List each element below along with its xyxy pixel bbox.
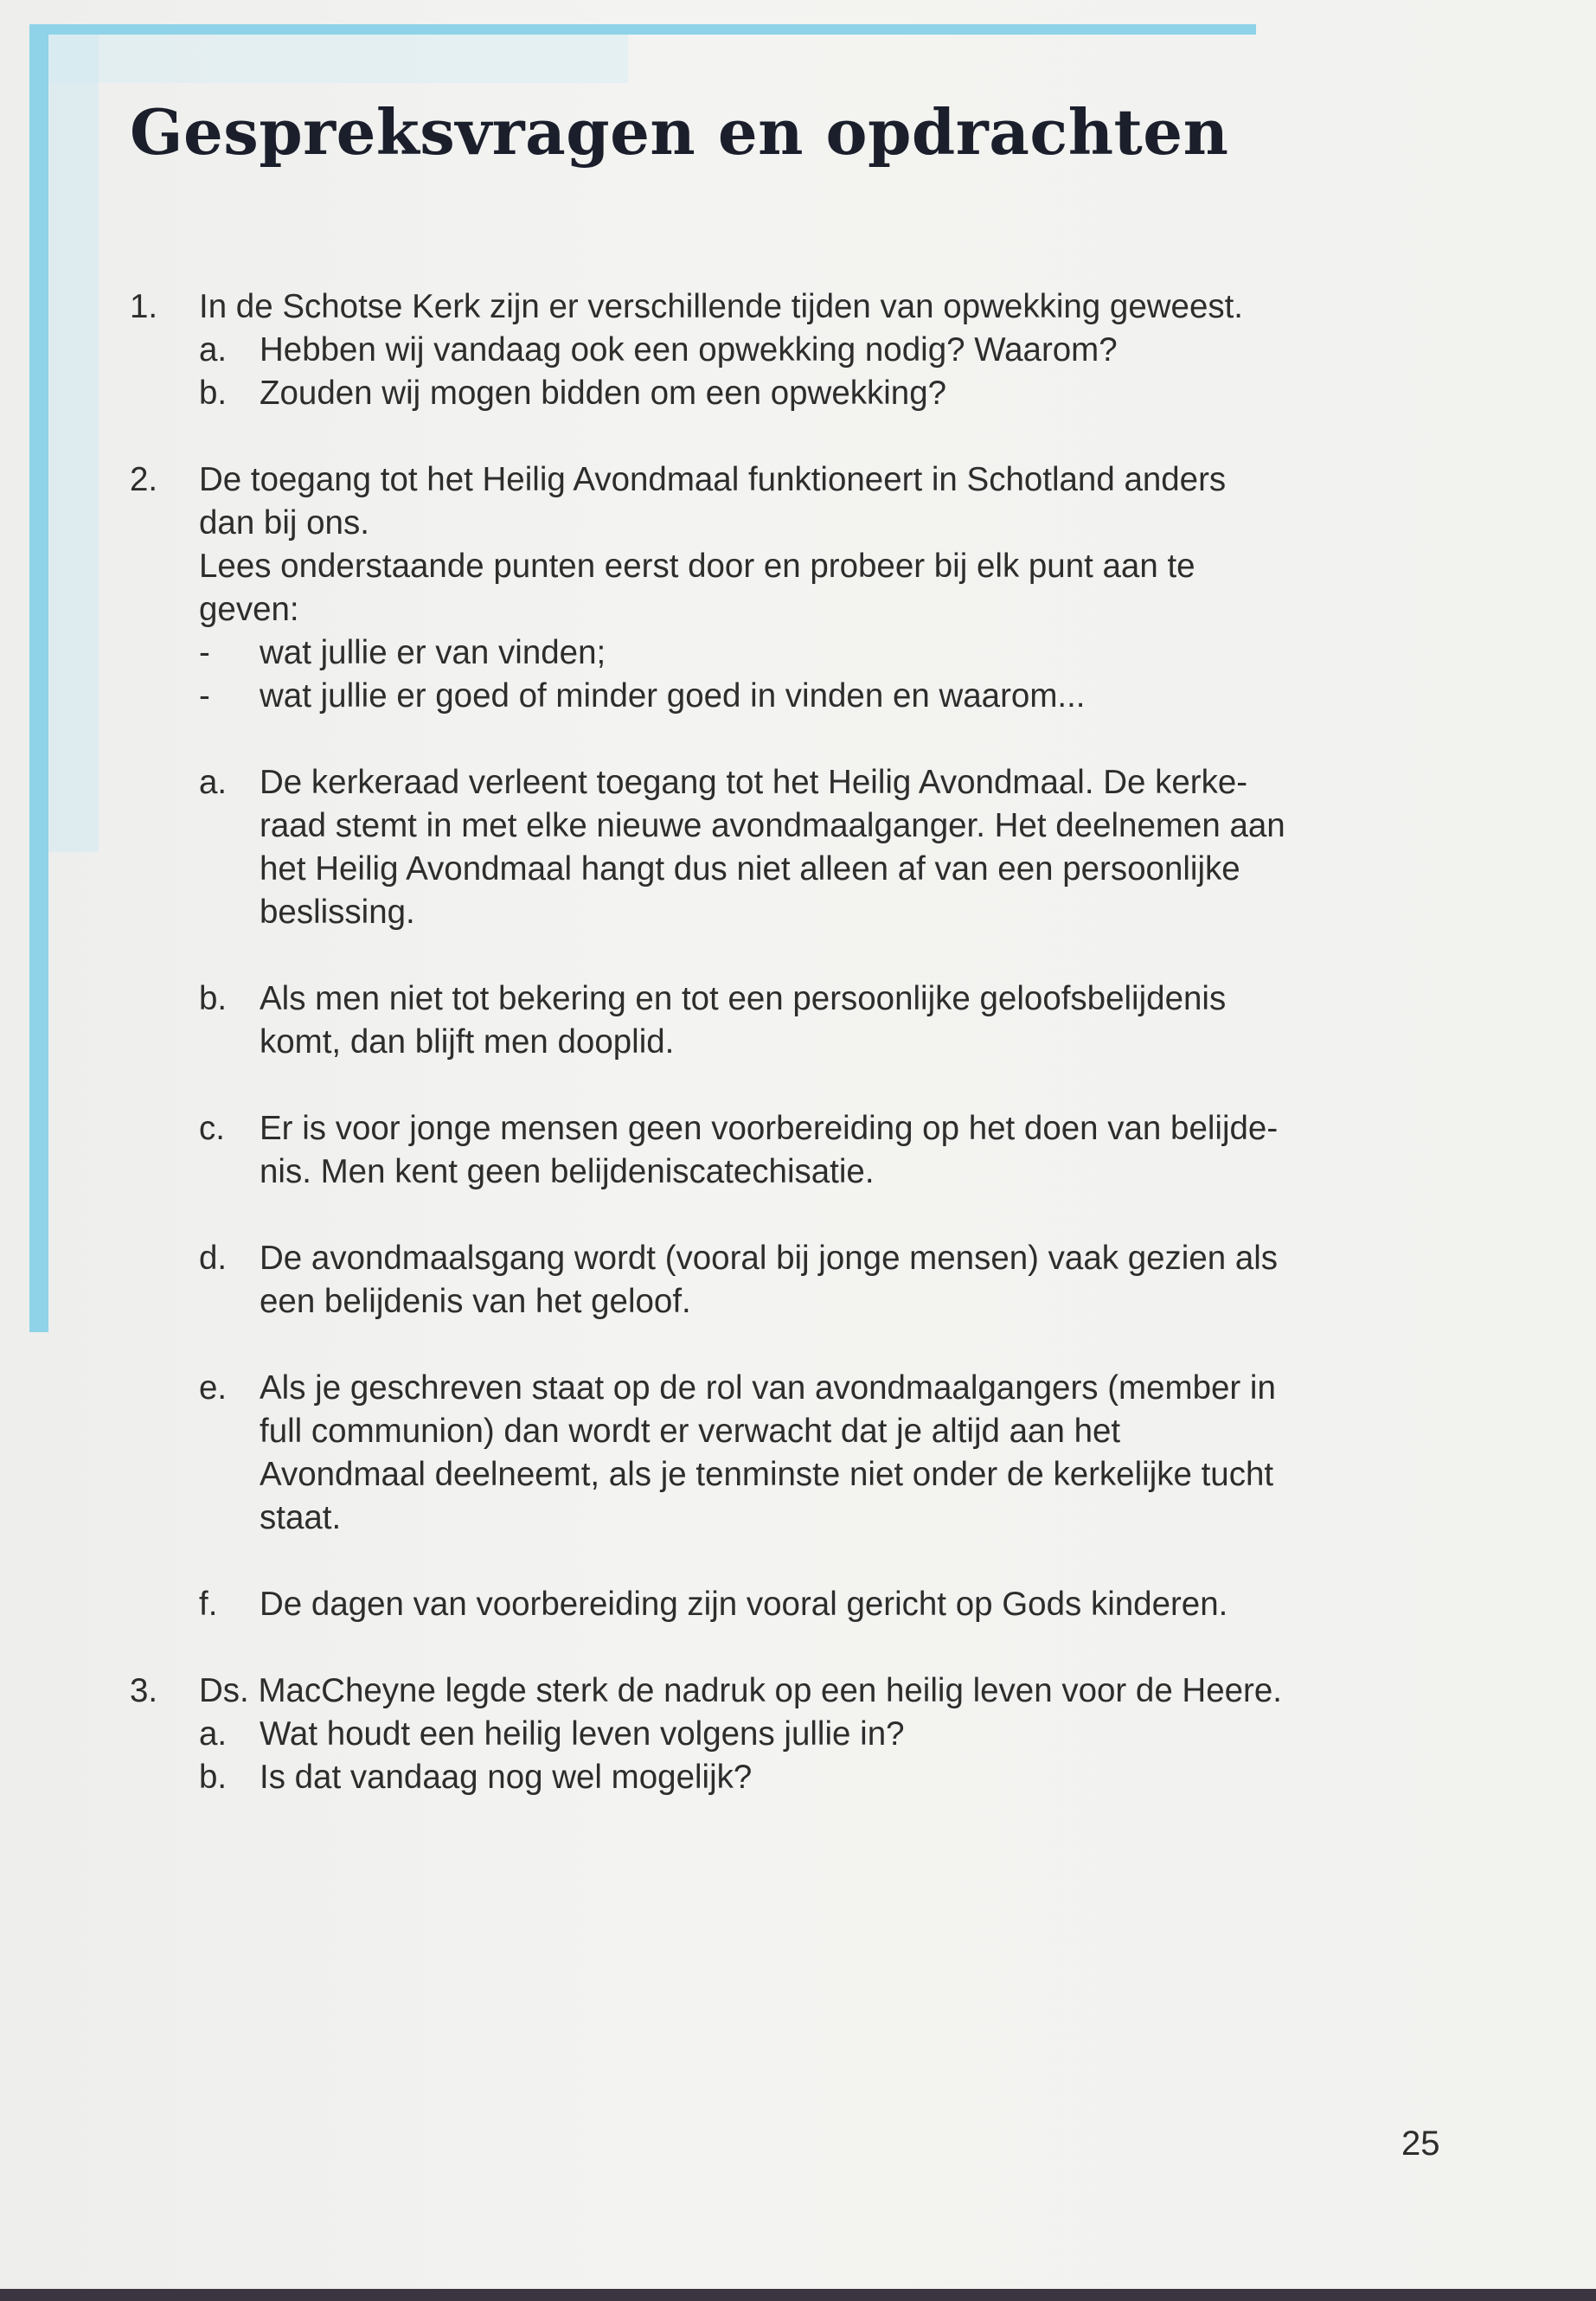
header-tint bbox=[48, 35, 628, 83]
sub-item-b bbox=[130, 977, 1471, 1064]
question-number: 3. bbox=[130, 1672, 158, 1709]
sub-item-a bbox=[130, 761, 1471, 934]
question-1 bbox=[130, 285, 1471, 415]
sub-line: een belijdenis van het geloof. bbox=[260, 1283, 691, 1320]
sub-line: De dagen van voorbereiding zijn vooral gericht op Gods kinderen. bbox=[260, 1586, 1228, 1623]
page-number: 25 bbox=[1401, 2125, 1440, 2163]
sub-letter: f. bbox=[199, 1586, 218, 1623]
sub-letter: a. bbox=[199, 764, 228, 801]
scan-edge bbox=[0, 2289, 1596, 2301]
sub-letter: e. bbox=[199, 1369, 228, 1407]
top-accent-rule bbox=[29, 24, 1256, 35]
bullet-dash: - bbox=[199, 634, 210, 671]
side-tint bbox=[48, 35, 99, 852]
sub-letter: c. bbox=[199, 1110, 225, 1147]
question-text: De toegang tot het Heilig Avondmaal funktioneert in Schotland anders bbox=[199, 461, 1227, 498]
sub-line: raad stemt in met elke nieuwe avondmaalganger. Het deelnemen aan bbox=[260, 807, 1285, 844]
question-text: dan bij ons. bbox=[199, 504, 369, 542]
page-title: Gespreksvragen en opdrachten bbox=[130, 95, 1229, 169]
bullet-text: wat jullie er goed of minder goed in vinden en waarom... bbox=[260, 677, 1086, 715]
question-2 bbox=[130, 458, 1471, 1626]
sub-letter: a. bbox=[199, 331, 228, 369]
sub-text: Zouden wij mogen bidden om een opwekking? bbox=[260, 375, 947, 412]
questions-list bbox=[130, 285, 1471, 1799]
sub-line: full communion) dan wordt er verwacht dat je altijd aan het bbox=[260, 1413, 1121, 1450]
sub-letter: b. bbox=[199, 375, 228, 412]
sub-line: De avondmaalsgang wordt (vooral bij jonge mensen) vaak gezien als bbox=[260, 1240, 1279, 1277]
question-text: Ds. MacCheyne legde sterk de nadruk op een heilig leven voor de Heere. bbox=[199, 1672, 1282, 1709]
sub-line: Er is voor jonge mensen geen voorbereiding op het doen van belijde- bbox=[260, 1110, 1279, 1147]
sub-line: staat. bbox=[260, 1499, 342, 1536]
sub-letter: a. bbox=[199, 1715, 228, 1753]
sub-line: beslissing. bbox=[260, 894, 415, 931]
question-3 bbox=[130, 1670, 1471, 1799]
sub-line: De kerkeraad verleent toegang tot het Heilig Avondmaal. De kerke- bbox=[260, 764, 1248, 801]
left-accent-rule bbox=[29, 24, 48, 1332]
sub-line: Als men niet tot bekering en tot een persoonlijke geloofsbelijdenis bbox=[260, 980, 1227, 1017]
sub-letter: d. bbox=[199, 1240, 228, 1277]
intro-text: geven: bbox=[199, 591, 299, 628]
sub-letter: b. bbox=[199, 980, 228, 1017]
question-number: 1. bbox=[130, 288, 158, 325]
sub-item-e bbox=[130, 1367, 1471, 1540]
question-number: 2. bbox=[130, 461, 158, 498]
sub-text: Is dat vandaag nog wel mogelijk? bbox=[260, 1759, 753, 1796]
sub-item-f bbox=[130, 1583, 1471, 1626]
sub-text: Hebben wij vandaag ook een opwekking nodig? Waarom? bbox=[260, 331, 1118, 369]
sub-letter: b. bbox=[199, 1759, 228, 1796]
bullet-text: wat jullie er van vinden; bbox=[260, 634, 606, 671]
sub-text: Wat houdt een heilig leven volgens jullie in? bbox=[260, 1715, 905, 1753]
sub-item-d bbox=[130, 1237, 1471, 1324]
sub-line: komt, dan blijft men dooplid. bbox=[260, 1023, 675, 1061]
sub-line: het Heilig Avondmaal hangt dus niet alleen af van een persoonlijke bbox=[260, 850, 1240, 888]
sub-item-c bbox=[130, 1107, 1471, 1194]
sub-line: nis. Men kent geen belijdeniscatechisatie. bbox=[260, 1153, 875, 1190]
bullet-dash: - bbox=[199, 677, 210, 715]
sub-line: Als je geschreven staat op de rol van avondmaalgangers (member in bbox=[260, 1369, 1276, 1407]
intro-text: Lees onderstaande punten eerst door en probeer bij elk punt aan te bbox=[199, 548, 1195, 585]
sub-line: Avondmaal deelneemt, als je tenminste niet onder de kerkelijke tucht bbox=[260, 1456, 1274, 1493]
question-text: In de Schotse Kerk zijn er verschillende tijden van opwekking geweest. bbox=[199, 288, 1243, 325]
